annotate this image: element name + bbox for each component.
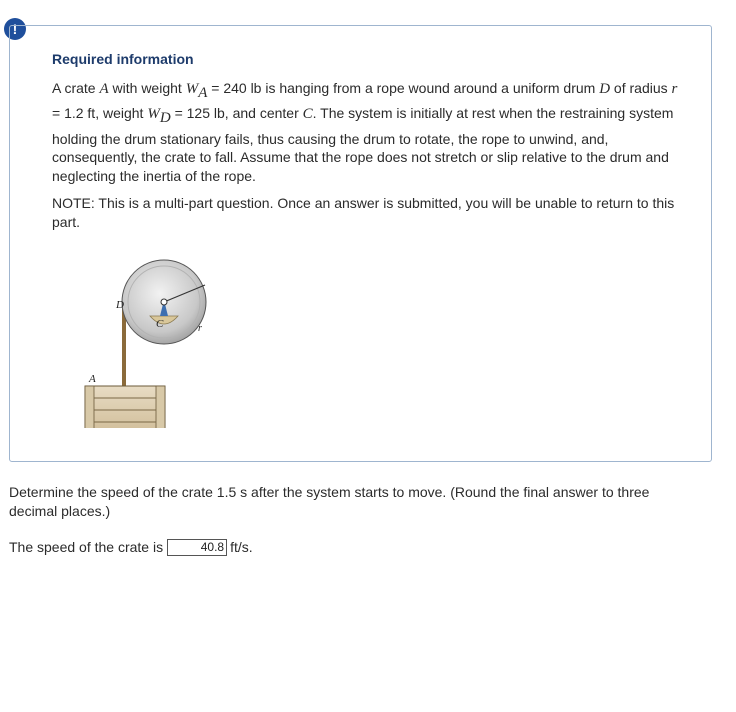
label-r: r	[198, 323, 202, 334]
question-text: Determine the speed of the crate 1.5 s after the system starts to move. (Round the final answer to three decimal places.)	[9, 484, 650, 519]
answer-row	[9, 537, 253, 557]
center-pin	[161, 299, 167, 305]
required-info-title: Required information	[52, 51, 194, 67]
answer-prefix: The speed of the crate is	[9, 539, 164, 555]
problem-statement: A crate A with weight $W_A = 240$ lb is hanging from a rope wound around a uniform drum D of radius r = 1.2 ft, weight $W_D = 125$ lb, and center C. The system is initially at rest when the restraining system holding the drum stationary fails, thus causing the drum to rotate, the rope to unwind, and, consequently, the crate to fall. Assume that the rope does not stretch or slip relative to the drum and neglecting the inertia of the rope.	[52, 80, 678, 184]
crate	[85, 386, 165, 428]
drum-crate-figure	[72, 258, 222, 428]
label-d: D	[116, 299, 124, 311]
required-info-panel	[9, 25, 712, 462]
label-a: A	[89, 373, 96, 385]
label-c: C	[156, 318, 164, 330]
alert-icon: !	[4, 18, 26, 40]
multipart-note: NOTE: This is a multi-part question. Once an answer is submitted, you will be unable to return to this part.	[52, 195, 675, 230]
speed-answer-input[interactable]	[167, 539, 227, 556]
answer-unit: ft/s.	[230, 539, 253, 555]
